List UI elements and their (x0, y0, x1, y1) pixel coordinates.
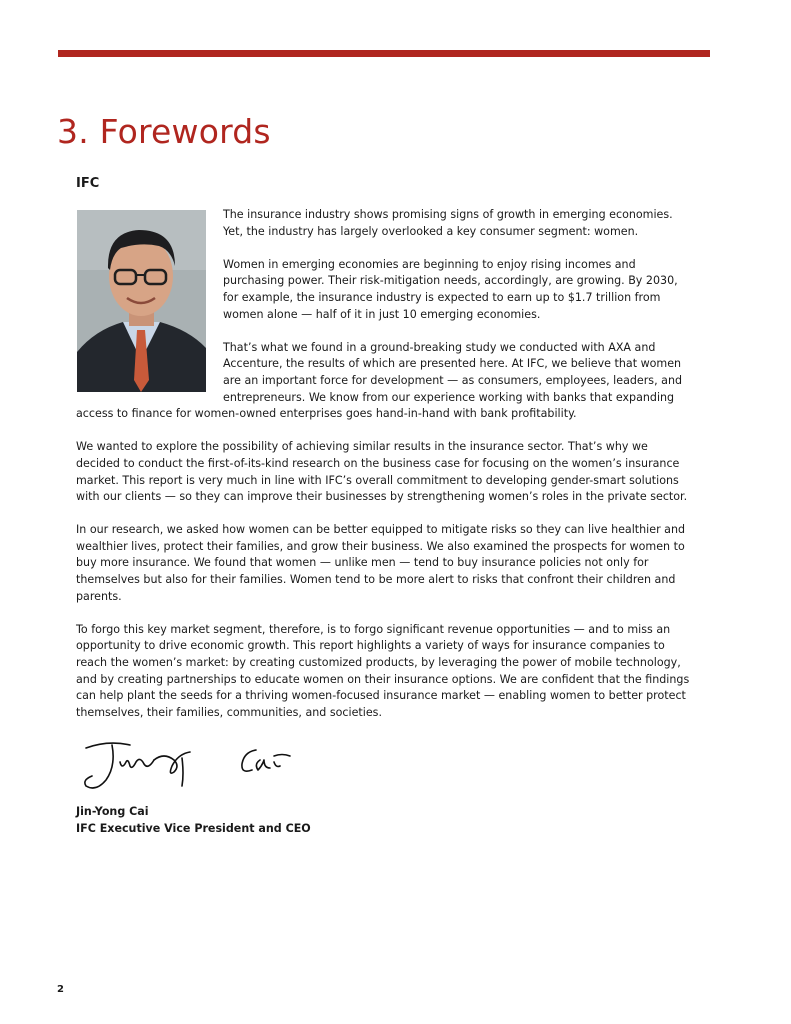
paragraph: The insurance industry shows promising signs of growth in emerging economies. Yet, the industry has largely overlooked a key consumer segment: women. (223, 208, 673, 238)
header-rule (58, 50, 710, 57)
signer-name: Jin-Yong Cai (76, 805, 149, 818)
handwritten-signature (78, 736, 298, 794)
paragraph: Women in emerging economies are beginning to enjoy rising incomes and purchasing power. Their risk-mitigation needs, accordingly, are growing. By 2030, for example, the insurance industry is expected to earn up to $1.7 trillion from women alone — half of it in just 10 emerging economies. (223, 257, 678, 321)
paragraph: In our research, we asked how women can be better equipped to mitigate risks so they can live healthier and wealthier lives, protect their families, and grow their business. We also examined the prospects for women to buy more insurance. We found that women — unlike men — tend to buy insurance policies not only for themselves but also for their families. Women tend to be more alert to risks that confront their children and parents. (76, 523, 686, 603)
paragraph: That’s what we found in a ground-breaking study we conducted with AXA and Accenture, the results of which are presented here. At IFC, we believe that women are an important force for development — as consumers, employees, leaders, and entrepreneurs. We know from our experience working with banks that expanding access to finance for women-owned enterprises goes hand-in-hand with bank profitability. (76, 340, 683, 421)
foreword-body (76, 207, 690, 738)
page-number: 2 (57, 984, 64, 995)
author-portrait (77, 210, 206, 392)
page-title: 3. Forewords (57, 112, 271, 151)
paragraph: To forgo this key market segment, therefore, is to forgo significant revenue opportunities — and to miss an opportunity to drive economic growth. This report highlights a variety of ways for insurance companies to reach the women’s market: by creating customized products, by leveraging the power of mobile technology, and by creating partnerships to educate women on their insurance options. We are confident that the findings can help plant the seeds for a thriving women-focused insurance market — enabling women to better protect themselves, their families, communities, and societies. (76, 622, 690, 719)
section-heading: IFC (76, 176, 100, 191)
signer-title: IFC Executive Vice President and CEO (76, 821, 311, 835)
signer-block (76, 804, 476, 837)
paragraph: We wanted to explore the possibility of achieving similar results in the insurance sector. That’s why we decided to conduct the first-of-its-kind research on the business case for focusing on the women’s insurance market. This report is very much in line with IFC’s overall commitment to developing gender-smart solutions with our clients — so they can improve their businesses by strengthening women’s roles in the private sector. (76, 440, 688, 504)
